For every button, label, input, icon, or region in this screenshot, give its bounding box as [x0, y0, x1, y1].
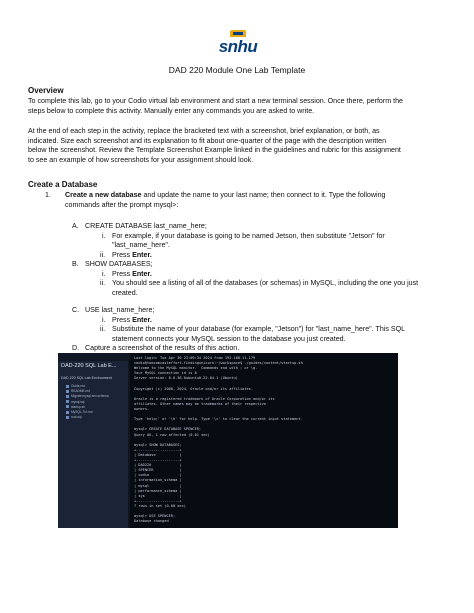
document-title: DAD 220 Module One Lab Template [168, 65, 306, 75]
substep-b [72, 260, 452, 270]
overview-paragraph-2 [28, 127, 454, 165]
sidebar-toolbar [58, 353, 128, 361]
snhu-logo [218, 30, 258, 60]
logo-shield-icon [230, 30, 246, 37]
step-1-text-b: commands after the prompt mysql>: [65, 200, 179, 209]
text-pre: Press [112, 315, 133, 324]
file-item[interactable]: mysql.sql [66, 400, 84, 404]
text-line: You should see a listing of all of the databases (or schemas) in MySQL, including the one you just [112, 279, 419, 287]
terminal-line: +--------------------+ [134, 458, 182, 462]
enter-key-label: Enter. [132, 269, 152, 278]
terminal-line: | information_schema | [134, 478, 182, 483]
terminal-line: Copyright (c) 2000, 2024, Oracle and/or its affiliates. [134, 386, 253, 391]
text-line: At the end of each step in the activity, replace the bracketed text with a screenshot, brief explanation, or both, as [28, 127, 380, 135]
substep-c [72, 306, 452, 316]
text-line: indicated. Size each screenshot and its explanation to fit about one-quarter of the page with the description written [28, 136, 387, 145]
terminal-line: +--------------------+ [134, 498, 182, 503]
step-1-text-a: and update the name to your last name; then connect to it. Type the following [141, 191, 386, 199]
substep-b-i [102, 270, 454, 280]
file-item[interactable]: Guide.md [66, 384, 85, 388]
file-item[interactable]: README.md [66, 389, 90, 393]
substep-letter: C. [72, 306, 80, 314]
sidebar-title: DAD-220 SQL Lab E... [61, 363, 117, 369]
substep-b-command: SHOW DATABASES; [85, 260, 153, 268]
terminal-screenshot [58, 353, 398, 528]
text-line: created. [112, 288, 138, 297]
enter-key-label: Enter. [132, 315, 152, 324]
substep-a-i [102, 232, 454, 251]
step-1-bold: Create a new database [65, 191, 142, 199]
terminal-line: mysql> SHOW DATABASES; [134, 442, 182, 447]
terminal-line: Your MySQL connection id is 8 [134, 371, 197, 376]
substep-a [72, 222, 452, 232]
terminal-line: 7 rows in set (0.00 sec) [134, 503, 186, 508]
text-pre: Press [112, 250, 133, 259]
roman-numeral: ii. [100, 325, 106, 333]
terminal-line: affiliates. Other names may be trademarks of their respective [134, 401, 266, 406]
substep-a-command: CREATE DATABASE last_name_here; [85, 222, 207, 230]
step-number: 1. [45, 191, 51, 199]
file-tree-sidebar [58, 353, 128, 528]
roman-numeral: i. [102, 315, 106, 324]
overview-heading: Overview [28, 86, 64, 95]
terminal-line: Welcome to the MySQL monitor. Commands end with ; or \g. [134, 366, 258, 371]
substep-letter: D. [72, 344, 80, 352]
substep-c-ii [100, 325, 454, 344]
text-pre: Press [112, 269, 133, 278]
file-item[interactable]: MySQL-Tut.md [66, 410, 93, 414]
text-line: below the screenshot. Review the Template Screenshot Example linked in the guidelines and rubric for this assignment [28, 146, 401, 154]
terminal-line: | sys | [134, 493, 182, 498]
terminal-pane [130, 353, 398, 528]
terminal-line: | SPENCER | [134, 468, 182, 473]
substep-b-ii [100, 279, 454, 298]
sidebar-project: DAD 220 SQL Lab Environment [61, 376, 112, 380]
terminal-line: | DAD220 | [134, 463, 182, 468]
terminal-line: mysql> USE SPENCER; [134, 514, 176, 519]
text-line: To complete this lab, go to your Codio virtual lab environment and start a new terminal session. Once there, perform the [28, 97, 403, 105]
text-line: to see an example of how screenshots for your assignment should look. [28, 155, 254, 164]
terminal-line: Server version: 8.0.36-0ubuntu0.22.04.1 (Ubuntu) [134, 376, 238, 381]
terminal-line: +--------------------+ [134, 447, 182, 452]
terminal-line: | performance_schema | [134, 488, 182, 493]
substep-a-ii [100, 251, 452, 261]
file-item[interactable]: startup.sh [66, 405, 85, 409]
text-line: Substitute the name of your database (for example, "Jetson") for "last_name_here". This SQL [112, 325, 406, 333]
substep-d-text: Capture a screenshot of the results of this action. [85, 344, 240, 352]
terminal-line: | codio | [134, 473, 182, 478]
terminal-line: Oracle is a registered trademark of Oracle Corporation and/or its [134, 396, 275, 401]
roman-numeral: i. [102, 269, 106, 278]
text-line: "last_name_here". [112, 241, 170, 249]
roman-numeral: i. [102, 231, 106, 240]
file-item[interactable]: Migrate.mysql.env.schema [66, 394, 109, 398]
terminal-line: | mysql | [134, 483, 182, 488]
terminal-line: owners. [134, 407, 150, 411]
text-line: For example, if your database is going to be named Jetson, then substitute "Jetson" for [112, 231, 385, 240]
terminal-line: Query OK, 1 row affected (0.01 sec) [134, 432, 210, 437]
substep-c-command: USE last_name_here; [85, 306, 155, 314]
file-item[interactable]: root.sql [66, 415, 81, 419]
roman-numeral: ii. [100, 279, 106, 287]
step-1 [45, 191, 455, 210]
terminal-line: mysql> CREATE DATABASE SPENCER; [134, 427, 202, 432]
text-line: steps below to complete this activity. Manually enter any commands you are asked to write. [28, 106, 315, 115]
section-heading: Create a Database [28, 180, 98, 189]
terminal-line: Last login: Tue Apr 30 23:09:34 2024 from 192.168.11.179 [134, 356, 256, 360]
substep-letter: B. [72, 260, 79, 268]
substep-letter: A. [72, 222, 79, 230]
text-line: statement connects your MySQL session to the database you just created. [112, 334, 346, 343]
terminal-line: Type 'help;' or '\h' for help. Type '\c' to clear the current input statement. [134, 417, 303, 422]
terminal-line: Database changed [134, 519, 169, 524]
logo-text: snhu [218, 37, 258, 56]
roman-numeral: ii. [100, 250, 106, 259]
overview-paragraph-1 [28, 97, 454, 116]
terminal-line: | Database | [134, 452, 182, 457]
terminal-line: codio@tomcomcasteffort-findingunicorn:~/workspace$ ./guides/content/startup.sh [134, 361, 303, 366]
enter-key-label: Enter. [132, 250, 152, 259]
substep-c-i [102, 316, 454, 326]
